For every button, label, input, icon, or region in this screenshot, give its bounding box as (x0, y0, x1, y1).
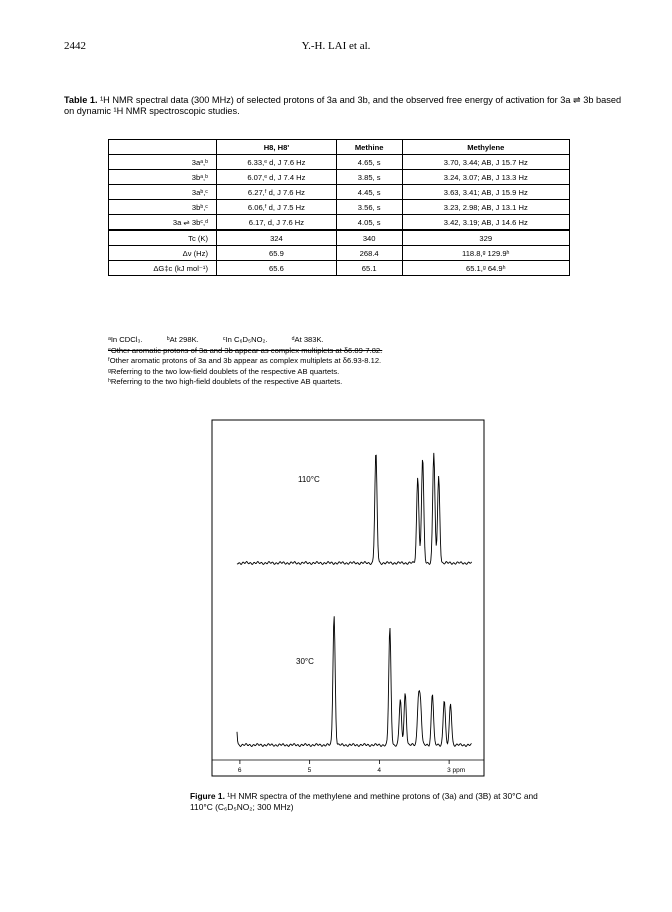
row-label: Tc (K) (109, 230, 217, 246)
table-caption-text: ¹H NMR spectral data (300 MHz) of selected protons of 3a and 3b, and the observed free energy of activation for 3a ⇌ 3b based on dynamic ¹H NMR spectroscopic studies. (64, 95, 622, 116)
table-cell: 65.9 (217, 246, 337, 261)
table-cell: 329 (402, 230, 569, 246)
figure-caption-text: ¹H NMR spectra of the methylene and methine protons of (3a) and (3B) at 30°C and 110°C (C₆D₅NO₂; 300 MHz) (190, 791, 538, 812)
row-label: 3aᵇ,ᶜ (109, 185, 217, 200)
table-cell: 6.06,ᶠ d, J 7.5 Hz (217, 200, 337, 215)
footnote-b: ᵇAt 298K. (166, 335, 199, 344)
figure-caption (190, 791, 550, 813)
footnote-c: ᶜIn C₆D₅NO₂. (222, 335, 268, 344)
footnote-f: ᶠOther aromatic protons of 3a and 3b appear as complex multiplets at δ6.93-8.12. (108, 356, 382, 365)
page-number: 2442 (64, 40, 86, 52)
footnote-g: ᵍReferring to the two low-field doublets of the respective AB quartets. (108, 366, 340, 376)
table-cell: 268.4 (336, 246, 402, 261)
running-head: Y.-H. LAI et al. (301, 40, 371, 52)
row-label: Δν (Hz) (109, 246, 217, 261)
table-cell: 3.70, 3.44; AB, J 15.7 Hz (402, 155, 569, 170)
table-cell: 3.42, 3.19; AB, J 14.6 Hz (402, 215, 569, 231)
spectrum-trace (237, 616, 472, 746)
table-cell: 6.27,ᶠ d, J 7.6 Hz (217, 185, 337, 200)
table-cell: 4.65, s (336, 155, 402, 170)
footnote-h: ʰReferring to the two high-field doublets of the respective AB quartets. (108, 377, 343, 386)
row-label: ΔG‡c (kJ mol⁻¹) (109, 261, 217, 276)
ppm-axis (212, 760, 484, 774)
footnote-e: ᵉOther aromatic protons of 3a and 3b appear as complex multiplets at δ6.89-7.82. (108, 345, 383, 355)
figure-caption-label: Figure 1. (190, 791, 225, 801)
row-label: 3a ⇌ 3bᶜ,ᵈ (109, 215, 217, 231)
table-cell: 6.17, d, J 7.6 Hz (217, 215, 337, 231)
row-label: 3bᵇ,ᶜ (109, 200, 217, 215)
table-cell: 65.1 (336, 261, 402, 276)
table-cell: 3.23, 2.98; AB, J 13.1 Hz (402, 200, 569, 215)
table-cell: 65.6 (217, 261, 337, 276)
row-label: 3aᵃ,ᵇ (109, 155, 217, 170)
table-cell: 340 (336, 230, 402, 246)
table-caption-label: Table 1. (64, 95, 98, 105)
footnote-d: ᵈAt 383K. (291, 335, 324, 344)
table-cell: 3.63, 3.41; AB, J 15.9 Hz (402, 185, 569, 200)
axis-tick-label: 6 (237, 767, 242, 774)
table-cell: 6.07,ᵉ d, J 7.4 Hz (217, 170, 337, 185)
temperature-label-30: 30°C (296, 657, 314, 666)
table-cell: 65.1,ᵍ 64.9ʰ (402, 261, 569, 276)
table-header-cell: Methine (336, 140, 402, 155)
axis-tick-label: 4 (377, 767, 382, 774)
spectra-traces (237, 453, 472, 747)
footnote-a: ᵃIn CDCl₃. (108, 335, 143, 344)
table-cell: 3.56, s (336, 200, 402, 215)
table-cell: 118.8,ᵍ 129.9ʰ (402, 246, 569, 261)
axis-tick-label: 5 (307, 767, 312, 774)
temperature-label-110: 110°C (298, 475, 320, 484)
table-cell: 6.33,ᵉ d, J 7.6 Hz (217, 155, 337, 170)
table-header-cell: H8, H8' (217, 140, 337, 155)
spectrum-trace (237, 453, 472, 565)
table-cell: 4.45, s (336, 185, 402, 200)
axis-tick-label: 3 ppm (447, 767, 466, 774)
row-label: 3bᵃ,ᵇ (109, 170, 217, 185)
table-cell: 4.05, s (336, 215, 402, 231)
table-header-cell: Methylene (402, 140, 569, 155)
table-cell: 3.85, s (336, 170, 402, 185)
table-cell: 3.24, 3.07; AB, J 13.3 Hz (402, 170, 569, 185)
table-cell: 324 (217, 230, 337, 246)
